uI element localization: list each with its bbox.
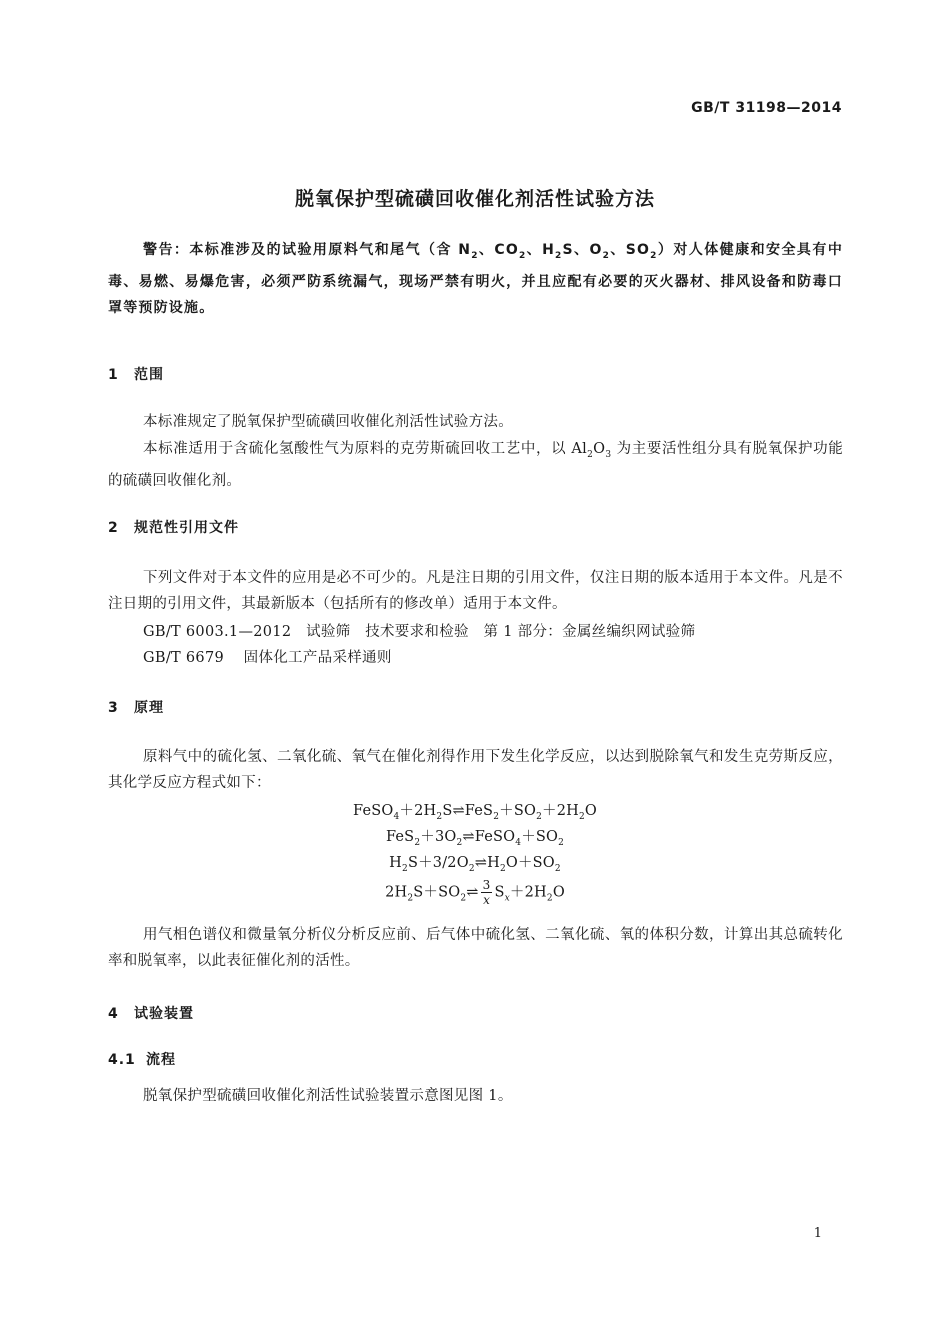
equation-1: $FeSO_4+2H_2S\rightleftharpoons FeS_2+SO_2+2H_2O$ bbox=[352, 803, 598, 822]
section-2-heading: 2 规范性引用文件 bbox=[108, 520, 239, 536]
section-1-heading: 1 范围 bbox=[108, 367, 164, 383]
section-4-1-paragraph: 脱氧保护型硫磺回收催化剂活性试验装置示意图见图 1。 bbox=[143, 1088, 513, 1104]
reference-item: GB/T 6679 固体化工产品采样通则 bbox=[143, 650, 392, 666]
section-3-paragraph-2: 用气相色谱仪和微量氧分析仪分析反应前、后气体中硫化氢、二氧化硫、氧的体积分数，计算出其总硫转化率和脱氧率，以此表征催化剂的活性。 bbox=[108, 927, 843, 969]
equation-3: $H_2S+3/2O_2\rightleftharpoons H_2O+SO_2$ bbox=[389, 855, 561, 874]
section-1-paragraph-1: 本标准规定了脱氧保护型硫磺回收催化剂活性试验方法。 bbox=[143, 414, 513, 430]
section-3-paragraph-1: 原料气中的硫化氢、二氧化硫、氧气在催化剂得作用下发生化学反应，以达到脱除氧气和发生克劳斯反应，其化学反应方程式如下： bbox=[108, 749, 843, 791]
page-number: 1 bbox=[813, 1226, 822, 1241]
equation-4: $2H_2S+SO_2\rightleftharpoons$ $\frac{3}{x}$ $S_x+2H_2O$ bbox=[385, 878, 565, 907]
safety-warning: 警告：本标准涉及的试验用原料气和尾气（含 $N_2$、$CO_2$、$H_2S$、$O_2$、$SO_2$）对人体健康和安全具有中毒、易燃、易爆危害，必须严防系统漏气，现场严禁有明火，并且应配有必要的灭火器材、排风设备和防毒口罩等预防设施。 bbox=[108, 242, 844, 316]
section-3-heading: 3 原理 bbox=[108, 700, 164, 716]
document-title: 脱氧保护型硫磺回收催化剂活性试验方法 bbox=[294, 188, 655, 210]
section-4-1-heading: 4.1 流程 bbox=[108, 1052, 176, 1068]
fraction: $\frac{3}{x}$ bbox=[482, 878, 491, 907]
section-4-heading: 4 试验装置 bbox=[108, 1006, 194, 1022]
section-2-paragraph-1: 下列文件对于本文件的应用是必不可少的。凡是注日期的引用文件，仅注日期的版本适用于本文件。凡是不注日期的引用文件，其最新版本（包括所有的修改单）适用于本文件。 bbox=[108, 570, 843, 612]
standard-number: GB/T 31198—2014 bbox=[691, 100, 842, 116]
reference-item: GB/T 6003.1—2012 试验筛 技术要求和检验 第 1 部分：金属丝编织网试验筛 bbox=[143, 624, 696, 640]
equation-2: $FeS_2+3O_2\rightleftharpoons FeSO_4+SO_2$ bbox=[385, 829, 565, 848]
section-1-paragraph-2: 本标准适用于含硫化氢酸性气为原料的克劳斯硫回收工艺中，以 $Al_2O_3$ 为主要活性组分具有脱氧保护功能的硫磺回收催化剂。 bbox=[108, 441, 843, 489]
